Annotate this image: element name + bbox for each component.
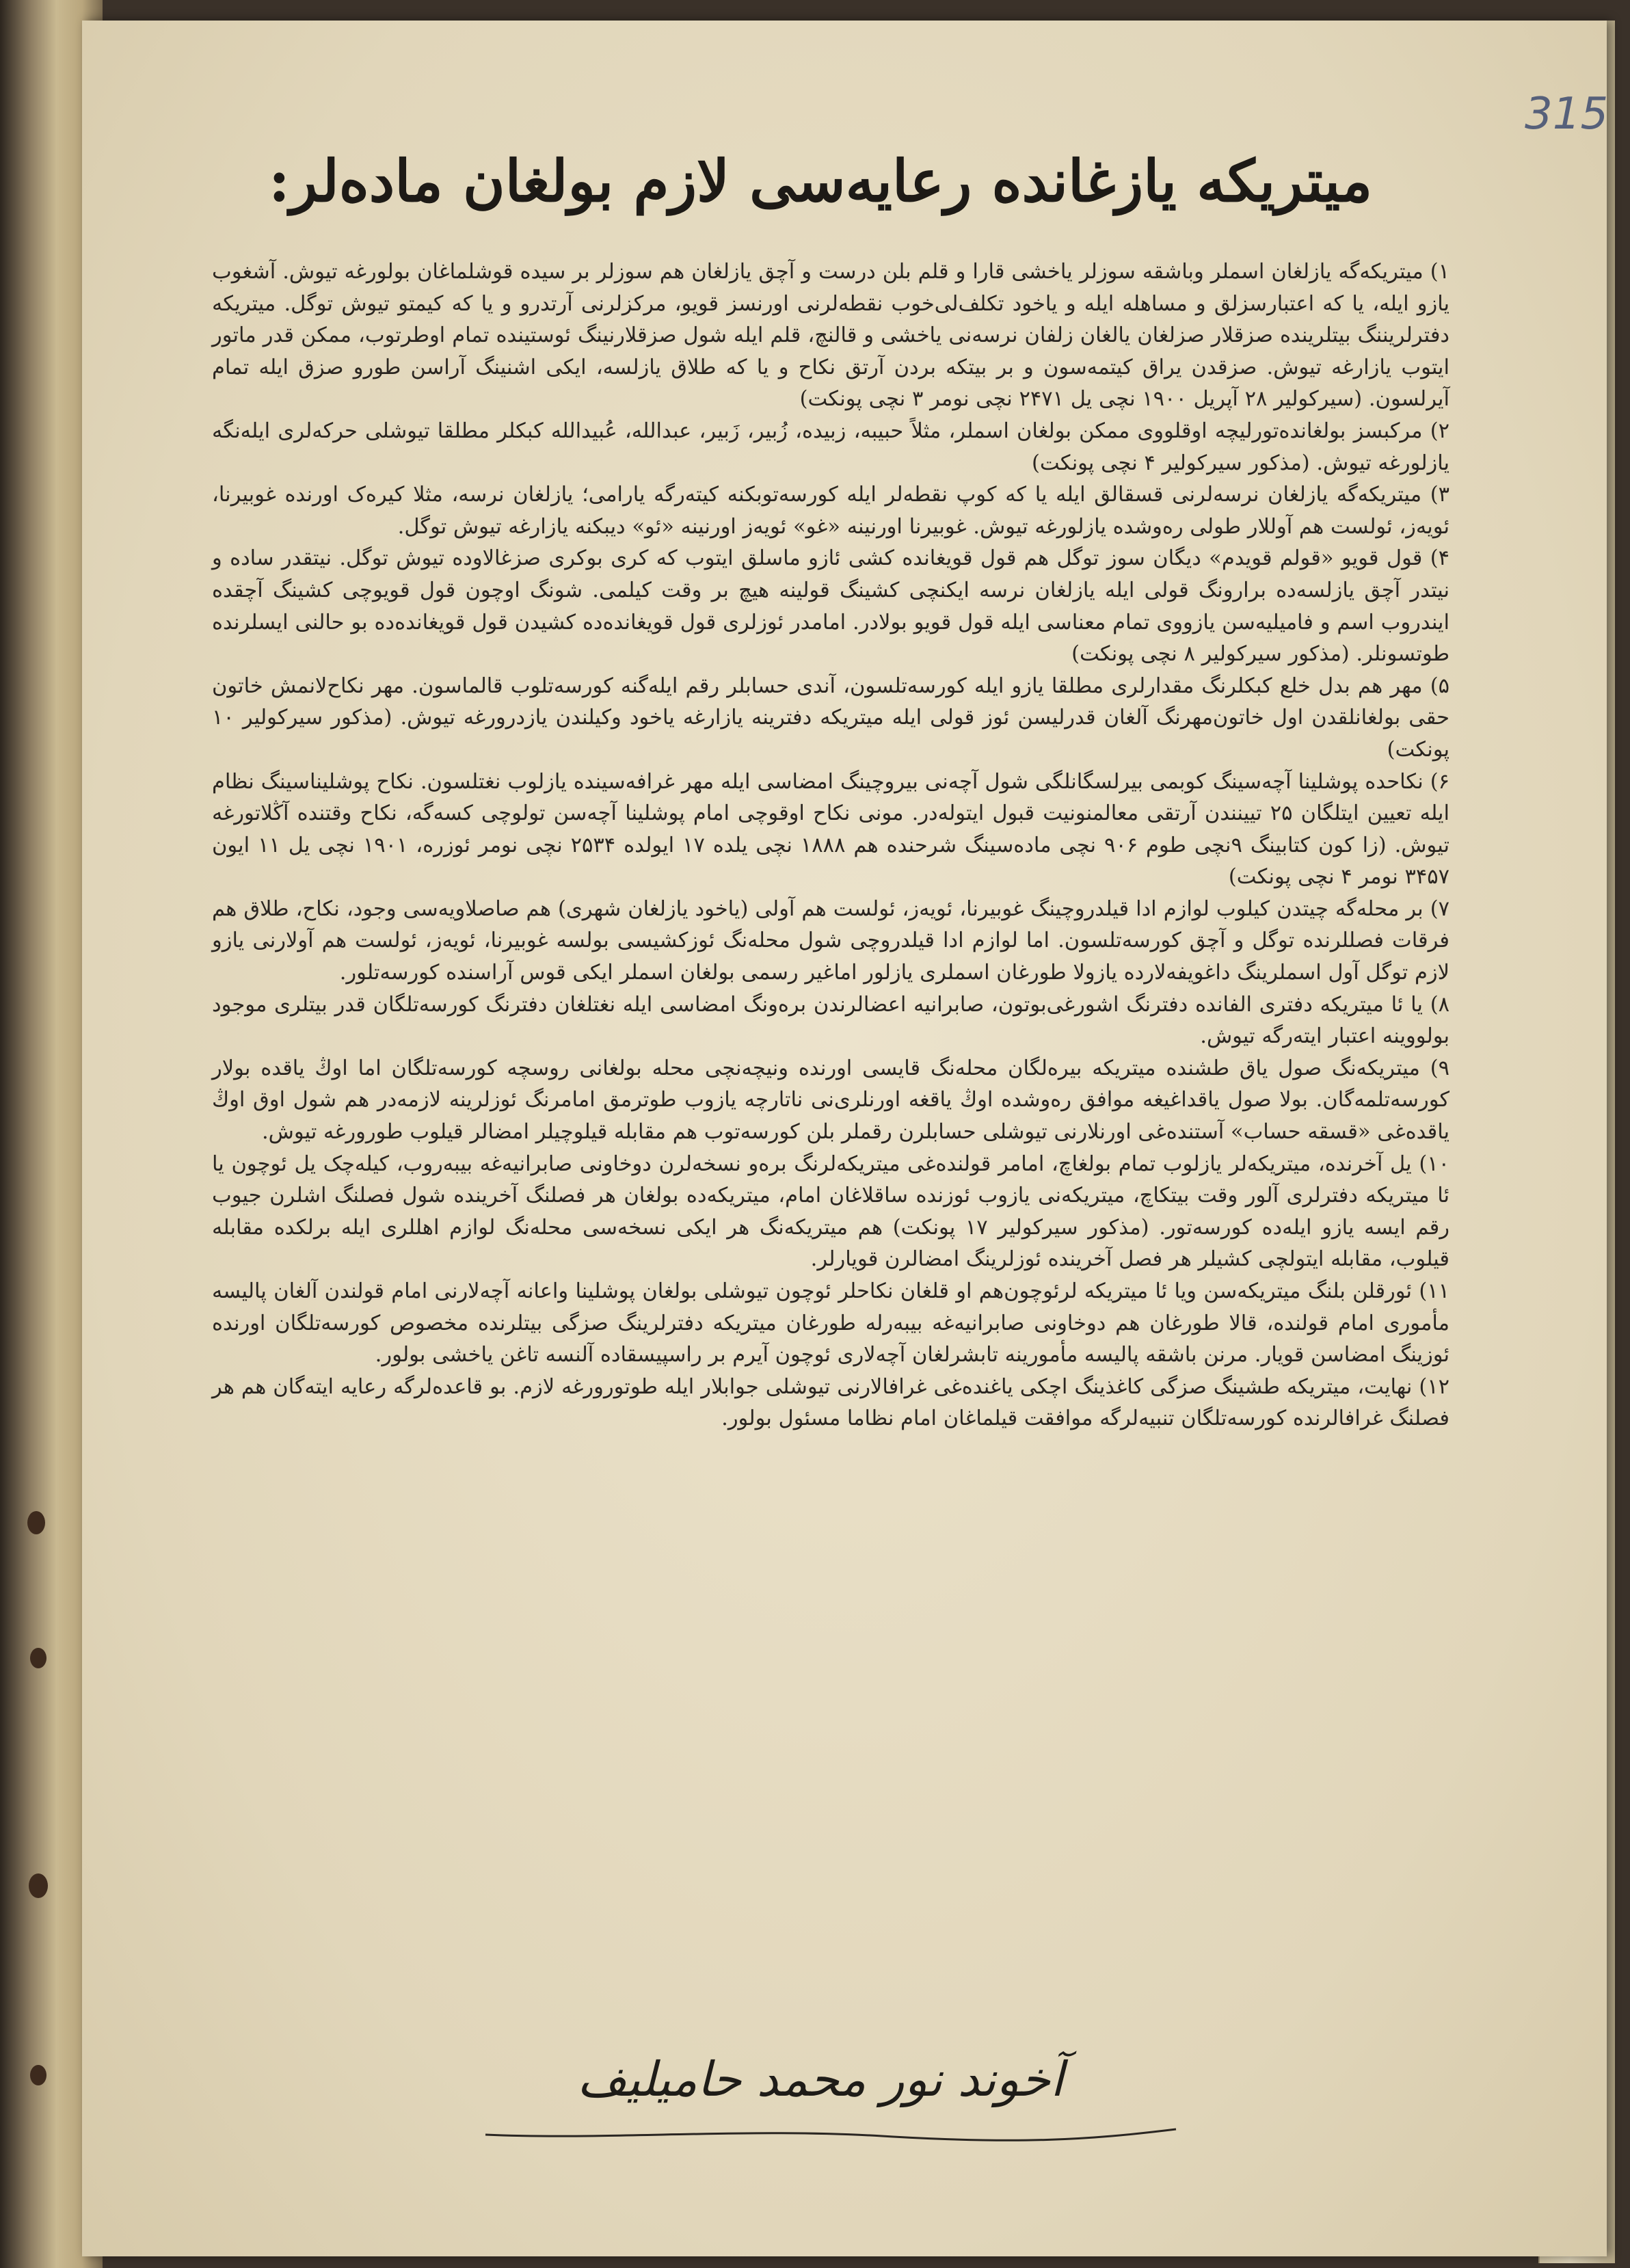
paragraph-1: ۱) میتریکه‌گه یازلغان اسملر وباشقه سوزلر یاخشی قارا و قلم بلن درست و آچق یازلغان هم سوزلر بر سیده قوشلماغان بولورغه تیوش. آشغوب یازو ایله، یا که اعتبارسزلق و مساهله ایله و یاخود تکلف‌لی‌خوب نقطه‌لرنی اورنسز قویو، مرکزلرنی آرتدرو و یا که کیمتو تیوش توگل. میتریکه دفترلریننگ بیتلرینده صزقلار صزلغان یالغان زلفان نرسه‌نی یاخشی و قالنچ، قلم ایله شول صزقلارنینگ ئوستینده تمام اوطرتوب، ممکن قدر ماتور ایتوب یازارغه تیوش. صزقدن یراق کیتمه‌سون و بر بیتکه بردن آرتق نکاح و یا که طلاق یازلسه، ایکی اشنینگ آراسن طورو صزق ایله تمام آیرلسون. (سیرکولیر ۲۸ آپریل ۱۹۰۰ نچی یل ۲۴۷۱ نچی نومر ۳ نچی پونکت)	[212, 260, 1449, 412]
binding-hole	[29, 1873, 48, 1898]
paragraph-9: ۹) میتریکه‌نگ صول یاق طشنده میتریکه بیره‌لگان محله‌نگ قایسی اورنده ونیچه‌نچی محله بولغانی روسچه کورسه‌تلگان اما اوڭ یاقده بولار کورسه‌تلمه‌گان. بولا صول یاقداغیغه موافق ره‌وشده اوڭ یاقغه اورنلری‌نی ناتارچه یازوب طوترمق امامرنگ ئوزلرینه لازمه‌در هم شول اوق اوڭ یاقده‌غی «قسقه حساب» آستنده‌غی اورنلارنی تیوشلی حسابلرن رقملر بلن کورسه‌توب هم مقابله قیلوچیلر امضالر قیلوب طورورغه تیوش.	[212, 1056, 1449, 1145]
paragraph-2: ۲) مرکبسز بولغانده‌تورلیچه اوقلووی ممکن بولغان اسملر، مثلاً حبیبه، زبیده، زُبیر، زَبیر، عبدالله، عُبیدالله کبکلر مطلقا تیوشلی حرکه‌لری ایله‌نگه یازلورغه تیوش. (مذکور سیرکولیر ۴ نچی پونکت)	[212, 418, 1449, 475]
signature: آخوند نور محمد حامیلیف	[577, 2051, 1064, 2107]
paragraph-4: ۴) قول قویو «قولم قویدم» دیگان سوز توگل هم قول قویغانده کشی ئازو ماسلق ایتوب که کری بوکری صزغالاوده تیوش توگل. نیتقدر ساده و نیتدر آچق یازلسه‌ده برارونگ قولی ایله یازلغان نرسه ایکنچی کشینگ قولینه هیچ بر وقت کیلمی. شونگ اوچون قول قویوچی کشینگ آچقده ایندروب اسم و فامیلیه‌سن یازووی تمام معناسی ایله قول قویو بولادر. امامدر ئوزلری قول قویغانده‌ده کشیدن قول قویغانده‌ده بو حالنی ایسلرنده طوتسونلر. (مذکور سیرکولیر ۸ نچی پونکت)	[212, 546, 1449, 667]
paragraph-12: ۱۲) نهایت، میتریکه طشینگ صزگی کاغذینگ اچکی یاغنده‌غی غرافالارنی تیوشلی جوابلار ایله طوتورورغه لازم. بو قاعده‌لرگه رعایه ایته‌گان هم هر فصلنگ غرافالرنده کورسه‌تلگان تنبیه‌لرگه موافقت قیلماغان امام نظاما مسئول بولور.	[212, 1374, 1449, 1431]
binding-hole	[30, 2065, 46, 2085]
paragraph-5: ۵) مهر هم بدل خلع کبکلرنگ مقدارلری مطلقا یازو ایله کورسه‌تلسون، آندی حسابلر رقم ایله‌گنه کورسه‌تلوب قالماسون. مهر نکاح‌لانمش خاتون حقی بولغانلقدن اول خاتون‌مهرنگ آلغان قدرلیسن ئوز قولی ایله میتریکه دفترینه یازارغه یاخود وکیلندن یازدرورغه تیوش. (مذکور سیرکولیر ۱۰ پونکت)	[212, 673, 1449, 762]
paragraph-10: ۱۰) یل آخرنده، میتریکه‌لر یازلوب تمام بولغاچ، امامر قولنده‌غی میتریکه‌لرنگ بره‌و نسخه‌لرن دوخاونی صابرانیه‌غه بیبه‌روب، کیله‌چک یل ئوچون یا ئا میتریکه دفترلری آلور وقت بیتکاچ، میتریکه‌نی یازوب ئوزنده ساقلاغان امام، میتریکه‌ده بولغان هر فصلنگ آخرینده شول فصلنگ اشلرن جیوب رقم ایسه یازو ایله‌ده کورسه‌تور. (مذکور سیرکولیر ۱۷ پونکت) هم میتریکه‌نگ هر ایکی نسخه‌سی محله‌نگ لوازم اهللری ایله برلکده مقابله قیلوب، مقابله ایتولچی کشیلر هر فصل آخرینده ئوزلرینگ امضالرن قویارلر.	[212, 1151, 1449, 1272]
folio-number: 315	[1525, 89, 1609, 139]
signature-flourish	[472, 2120, 1190, 2147]
document-body	[212, 256, 1449, 1435]
paragraph-6: ۶) نکاحده پوشلینا آچه‌سینگ کوبمی بیرلسگانلگی شول آچه‌نی بیروچینگ امضاسی ایله مهر غرافه‌سینده یازلوب نغتلسون. نکاح پوشلیناسینگ نظام ایله تعیین ایتلگان ۲۵ تیینندن آرتقی معالمنونیت قبول ایتوله‌در. مونی نکاح اوقوچی امام پوشلینا آچه‌سن تولوچی کسه‌گه، نکاح وقتنده آڭلاتورغه تیوش. (زا کون کتابینگ ۹نچی طوم ۹۰۶ نچی ماده‌سینگ شرحنده هم ۱۸۸۸ نچی یلده ۱۷ ایولده ۲۵۳۴ نچی نومر ئوزره، ۱۹۰۱ نچی یل ۱۱ ایون ۳۴۵۷ نومر ۴ نچی پونکت)	[212, 769, 1450, 890]
paragraph-7: ۷) بر محله‌گه چیتدن کیلوب لوازم ادا قیلدروچینگ غوبیرنا، ئویه‌ز، ئولست هم آولی (یاخود یازلغان شهری) هم صاصلاویه‌سی وجود، نکاح، طلاق هم فرقات فصللرنده توگل و آچق کورسه‌تلسون. اما لوازم ادا قیلدروچی شول محله‌نگ ئوزکشیسی بولسه غوبیرنا، ئویه‌ز، ئولست هم آولارنی یازو لازم توگل آول اسملرینگ داغویفه‌لارده یازولا طورغان اسملری یازلور اماغیر رسمی بولغان اسملر ایکی قوس آراسنده کورسه‌تلور.	[212, 896, 1449, 985]
page-title: میتریکه یازغانده رعایه‌سی لازم بولغان ماده‌لر:	[268, 147, 1373, 215]
paragraph-8: ۸) یا ئا میتریکه دفتری الفانده دفترنگ اشورغی‌بوتون، صابرانیه اعضالرندن بره‌ونگ امضاسی ایله نغتلغان دفترنگ کورسه‌تلگان قدر بیتلری موجود بولووینه اعتبار ایته‌رگه تیوش.	[212, 992, 1449, 1049]
paragraph-11: ۱۱) ئورقلن بلنگ میتریکه‌سن ویا ئا میتریکه لرئوچون‌هم او قلغان نکاحلر ئوچون تیوشلی بولغان پوشلینا واعانه آچه‌لارنی امام قولندن آلغان پالیسه مأموری امام قولنده، قالا طورغان هم دوخاونی صابرانیه‌غه بیبه‌رله طورغان میتریکه دفترلرینگ صزگی بیتلرنده مخصوص کورسه‌تلگان اورنده ئوزینگ امضاسن قویار. مرنن باشقه پالیسه مأمورینه تابشرلغان آچه‌لاری ئوچون آیرم بر راسپیسقاده آلنسه تاغن یاخشی بولور.	[212, 1279, 1449, 1368]
binding-hole	[27, 1511, 45, 1534]
paragraph-3: ۳) میتریکه‌گه یازلغان نرسه‌لرنی قسقالق ایله یا که کوپ نقطه‌لر ایله کورسه‌توبکنه کیته‌رگه یارامی؛ یازلغان نرسه، مثلا کیره‌ک اورنده غوبیرنا، ئویه‌ز، ئولست هم آوللار طولی ره‌وشده یازلورغه تیوش. غوبیرنا اورنینه «غو» ئویه‌ز اورنینه «ئو» دیبکنه یازارغه تیوش توگل.	[212, 483, 1449, 539]
binding-hole	[30, 1648, 46, 1668]
